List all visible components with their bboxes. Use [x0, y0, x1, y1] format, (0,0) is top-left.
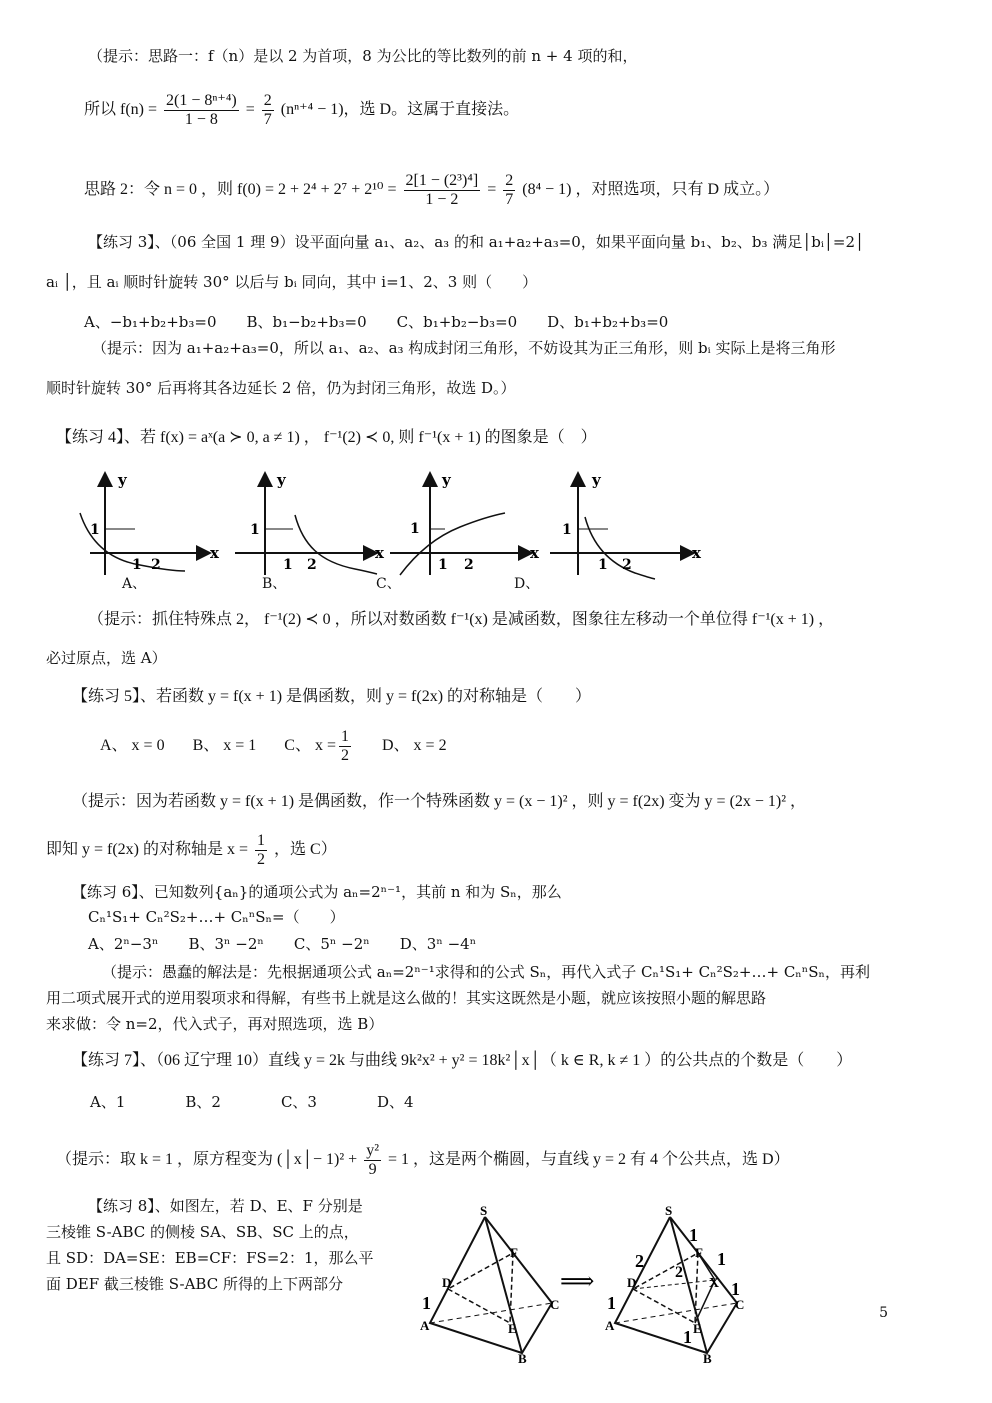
fraction-numerator: 2 [263, 92, 272, 109]
ex5-option-c [284, 728, 354, 765]
hint1-line2-tail: (nⁿ⁺⁴ − 1)，选 D。这属于直接法。 [280, 101, 520, 119]
ex5-option-d: D、 x = 2 [382, 737, 447, 755]
right-label-one-f: 1 [717, 1249, 726, 1269]
ex8-pyramid-figures [410, 1205, 770, 1365]
ex5-options [100, 728, 471, 765]
left-label-e: E [508, 1321, 517, 1336]
ex3-hint2: 顺时针旋转 30° 后再将其各边延长 2 倍，仍为封闭三角形，故选 D。） [46, 379, 516, 397]
right-label-b: B [703, 1351, 712, 1366]
ex7-hint-prefix: （提示：取 k = 1 ，原方程变为 (│x│− 1)² + [56, 1151, 358, 1169]
fraction-denominator: 7 [263, 111, 272, 128]
ex5-option-b: B、 x = 1 [192, 737, 257, 755]
graph-c-tick-1: 1 [410, 521, 420, 537]
ex5-hint2-tail: ，选 C） [274, 841, 337, 859]
graph-c-y-label: y [442, 471, 451, 489]
fraction-denominator: 2 [257, 851, 266, 868]
ex3-hint1: （提示：因为 a₁+a₂+a₃=0，所以 a₁、a₂、a₃ 构成封闭三角形，不妨设其为正三角形，则 bᵢ 实际上是将三角形 [92, 339, 836, 357]
left-label-a: A [420, 1318, 430, 1333]
left-label-f: F [510, 1245, 518, 1260]
ex8-line4: 面 DEF 截三棱锥 S-ABC 所得的上下两部分 [46, 1275, 343, 1293]
right-label-x: X [709, 1276, 720, 1291]
hint1-line1: （提示：思路一：f（n）是以 2 为首项，8 为公比的等比数列的前 n + 4 项的和， [88, 47, 638, 65]
right-label-one-e: 1 [683, 1327, 692, 1347]
graph-b-tick-1: 1 [250, 522, 260, 538]
ex6-line1: 【练习 6】、已知数列{aₙ}的通项公式为 aₙ=2ⁿ⁻¹，其前 n 和为 Sₙ，那么 [72, 883, 562, 901]
hint1-line2-prefix: 所以 f(n) = [84, 101, 158, 119]
right-label-a: A [605, 1318, 615, 1333]
right-label-two-left: 2 [635, 1251, 644, 1271]
graph-label-d: D、 [514, 576, 540, 592]
ex6-line2: Cₙ¹S₁+ Cₙ²S₂+…+ CₙⁿSₙ=（ ） [88, 908, 345, 926]
graph-d-y-label: y [592, 471, 601, 489]
ex3-line2: aᵢ │，且 aᵢ 顺时针旋转 30° 以后与 bᵢ 同向，其中 i=1、2、3 则（ ） [46, 273, 538, 291]
hint1-line3-fraction-2 [503, 172, 515, 209]
graph-b-tick-2: 2 [307, 557, 317, 573]
graph-a-tick-1: 1 [90, 522, 100, 538]
left-pyramid [420, 1203, 559, 1366]
right-label-c: C [735, 1297, 745, 1312]
fraction-denominator: 1 − 8 [184, 111, 218, 128]
ex5-hint2 [46, 832, 337, 869]
right-label-two-mid: 2 [675, 1264, 683, 1281]
graph-b [235, 471, 385, 575]
fraction-numerator: 2[1 − (2³)⁴] [405, 172, 479, 189]
graph-c [390, 471, 540, 575]
ex5-option-c-prefix: C、 x = [284, 737, 336, 755]
graph-a-tick-2: 2 [151, 557, 161, 573]
right-label-one-top: 1 [689, 1225, 698, 1245]
fraction-numerator: 2(1 − 8ⁿ⁺⁴) [166, 92, 237, 109]
ex6-hint1: （提示：愚蠢的解法是：先根据通项公式 aₙ=2ⁿ⁻¹求得和的公式 Sₙ，再代入式子 Cₙ¹S₁+ Cₙ²S₂+…+ CₙⁿSₙ，再利 [102, 963, 871, 981]
ex3-line1: 【练习 3】、（06 全国 1 理 9）设平面向量 a₁、a₂、a₃ 的和 a₁+a₂+a₃=0，如果平面向量 b₁、b₂、b₃ 满足│bᵢ│=2│ [88, 233, 865, 251]
graph-d [550, 471, 702, 579]
ex7-hint [56, 1142, 790, 1179]
graph-b-y-label: y [277, 471, 286, 489]
ex8-line3: 且 SD：DA=SE：EB=CF：FS=2：1，那么平 [46, 1249, 374, 1267]
graph-b-tick-1x: 1 [283, 557, 293, 573]
graph-a [80, 471, 220, 575]
ex8-line2: 三棱锥 S-ABC 的侧棱 SA、SB、SC 上的点， [46, 1223, 359, 1241]
right-label-e: E [693, 1321, 702, 1336]
ex5-hint1: （提示：因为若函数 y = f(x + 1) 是偶函数，作一个特殊函数 y = (x − 1)² ，则 y = f(2x) 变为 y = (2x − 1)² ， [72, 793, 807, 810]
ex6-hint3: 来求做：令 n=2，代入式子，再对照选项，选 B） [46, 1015, 384, 1033]
fraction-numerator: 2 [505, 172, 514, 189]
left-label-b: B [518, 1351, 527, 1366]
graph-d-x-label: x [692, 544, 701, 562]
graph-a-x-label: x [210, 544, 219, 562]
hint1-line2 [84, 92, 519, 129]
graph-b-x-label: x [375, 544, 384, 562]
fraction-denominator: 1 − 2 [425, 191, 459, 208]
fraction-denominator: 7 [505, 191, 514, 208]
graph-a-y-label: y [118, 471, 127, 489]
ex3-options: A、−b₁+b₂+b₃=0 B、b₁−b₂+b₃=0 C、b₁+b₂−b₃=0 D、b₁+b₂+b₃=0 [84, 313, 669, 331]
left-label-one: 1 [422, 1293, 431, 1313]
right-label-one-a: 1 [607, 1293, 616, 1313]
graph-c-tick-2: 2 [464, 557, 474, 573]
ex5-option-a: A、 x = 0 [100, 737, 165, 755]
fraction-numerator: 1 [341, 728, 349, 745]
hint1-line3-tail: (8⁴ − 1) ，对照选项，只有 D 成立。） [522, 181, 780, 199]
ex7-hint-fraction [364, 1142, 381, 1179]
ex6-hint2: 用二项式展开式的逆用裂项求和得解，有些书上就是这么做的！其实这既然是小题，就应该按照小题的解思路 [46, 989, 767, 1007]
ex5-hint2-fraction [255, 832, 267, 869]
ex7-hint-tail: = 1 ，这是两个椭圆，与直线 y = 2 有 4 个公共点，选 D） [388, 1151, 790, 1169]
graph-label-c: C、 [376, 576, 401, 592]
ex5-hint2-prefix: 即知 y = f(2x) 的对称轴是 x = [46, 841, 249, 859]
graph-label-a: A、 [122, 576, 147, 592]
fraction-denominator: 2 [341, 747, 349, 764]
right-label-f: F [695, 1245, 703, 1260]
ex4-line1: 【练习 4】、若 f(x) = aˣ(a ≻ 0, a ≠ 1) ， f⁻¹(2) ≺ 0, 则 f⁻¹(x + 1) 的图象是（ ） [56, 429, 597, 446]
transform-arrow: ⟹ [560, 1267, 595, 1295]
right-pyramid [605, 1203, 744, 1366]
graph-c-tick-1x: 1 [438, 557, 448, 573]
graph-label-b: B、 [262, 576, 287, 592]
right-label-s: S [665, 1203, 673, 1218]
hint1-line3 [84, 172, 779, 209]
fraction-numerator: 1 [257, 832, 266, 849]
equals-sign: = [487, 181, 497, 199]
left-label-s: S [480, 1203, 488, 1218]
graph-d-tick-1x: 1 [598, 557, 608, 573]
graph-a-tick-1x: 1 [132, 557, 142, 573]
left-label-d: D [442, 1275, 452, 1290]
fraction-denominator: 9 [368, 1161, 377, 1178]
hint1-fraction-2 [262, 92, 274, 129]
page-number: 5 [879, 1305, 888, 1321]
ex7-options: A、1 B、2 C、3 D、4 [90, 1093, 414, 1111]
ex6-options: A、2ⁿ−3ⁿ B、3ⁿ −2ⁿ C、5ⁿ −2ⁿ D、3ⁿ −4ⁿ [88, 935, 477, 953]
graph-c-x-label: x [530, 544, 539, 562]
ex4-graphs [60, 465, 920, 595]
ex7-line1: 【练习 7】、（06 辽宁理 10）直线 y = 2k 与曲线 9k²x² + y² = 18k²│x│（ k ∈ R, k ≠ 1 ）的公共点的个数是（ ） [72, 1052, 853, 1069]
left-label-c: C [550, 1297, 560, 1312]
hint1-fraction-1 [164, 92, 239, 129]
ex4-hint1: （提示：抓住特殊点 2， f⁻¹(2) ≺ 0 ，所以对数函数 f⁻¹(x) 是减函数，图象往左移动一个单位得 f⁻¹(x + 1) ， [88, 611, 835, 628]
ex5-line1: 【练习 5】、若函数 y = f(x + 1) 是偶函数，则 y = f(2x) 的对称轴是（ ） [72, 688, 592, 705]
graph-d-tick-2: 2 [622, 557, 632, 573]
ex4-hint2: 必过原点，选 A） [46, 649, 167, 667]
graph-d-tick-1: 1 [562, 522, 572, 538]
right-label-d: D [627, 1275, 637, 1290]
hint1-line3-prefix: 思路 2：令 n = 0 ，则 f(0) = 2 + 2⁴ + 2⁷ + 2¹⁰ = [84, 181, 397, 199]
fraction-numerator: y² [366, 1142, 379, 1159]
hint1-line3-fraction-1 [404, 172, 481, 209]
ex5-option-c-fraction [339, 728, 351, 765]
right-label-one-c: 1 [731, 1279, 740, 1299]
equals-sign: = [245, 101, 255, 119]
ex8-line1: 【练习 8】、如图左，若 D、E、F 分别是 [88, 1197, 363, 1215]
